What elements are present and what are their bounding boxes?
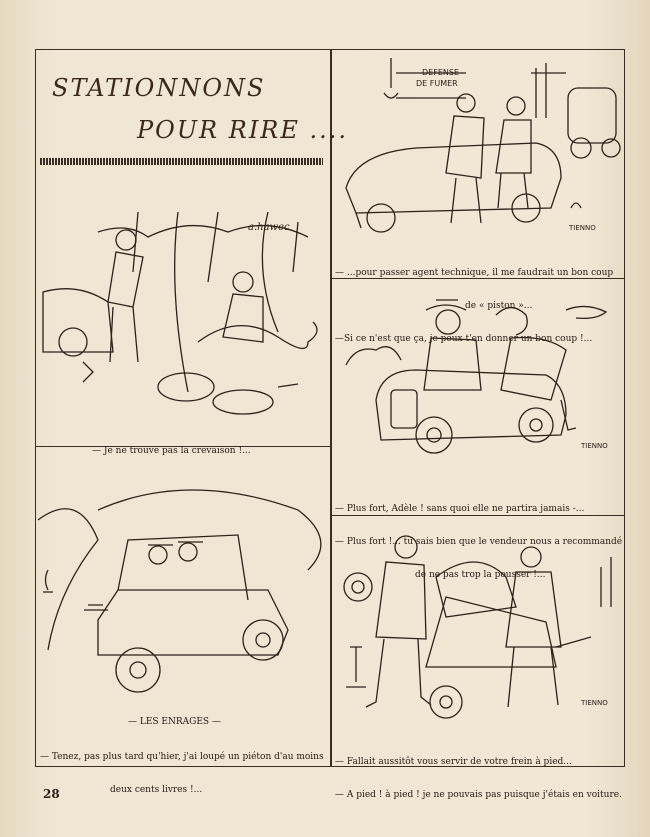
- cartoon-enrages: [38, 480, 328, 700]
- signature-hawec: a.hawec: [248, 222, 290, 233]
- caption-adele: — Plus fort, Adèle ! sans quoi elle ne partira jamais -... — Plus fort !... tu sais bien que le vendeur nous a recommandé de ne pas trop la pousser !...: [335, 504, 623, 580]
- cartoon-frein: [336, 527, 621, 727]
- page-title-line2: POUR RIRE ....: [137, 116, 349, 144]
- signature-tienno-3: TIENNO: [581, 699, 608, 707]
- heading-enrages: — LES ENRAGES —: [128, 717, 221, 727]
- caption-crevaison: — Je ne trouve pas la crevaison !...: [92, 446, 251, 456]
- column-divider: [330, 49, 332, 767]
- page-title-line1: STATIONNONS: [52, 74, 266, 102]
- caption-piston: — ...pour passer agent technique, il me faudrait un bon coup de « piston »... —Si ce n'est que ça, je peux t'en donner un bon coup !...: [335, 268, 614, 344]
- cartoon-crevaison: [38, 212, 328, 422]
- caption-frein: — Fallait aussitôt vous servir de votre frein à pied... — A pied ! à pied ! je ne pouvais pas puisque j'étais en voiture.: [335, 757, 622, 800]
- caption-enrages: — Tenez, pas plus tard qu'hier, j'ai loupé un piéton d'au moins deux cents livres !...: [40, 752, 324, 795]
- cartoon-piston: [336, 58, 621, 238]
- title-rule: [40, 158, 323, 165]
- signature-tienno-2: TIENNO: [581, 442, 608, 450]
- signature-tienno-1: TIENNO: [569, 224, 596, 232]
- page-number: 28: [43, 787, 60, 801]
- sign-defense: DEFENSE: [422, 68, 459, 77]
- cartoon-adele: [336, 290, 621, 470]
- sign-de-fumer: DE FUMER: [416, 79, 458, 88]
